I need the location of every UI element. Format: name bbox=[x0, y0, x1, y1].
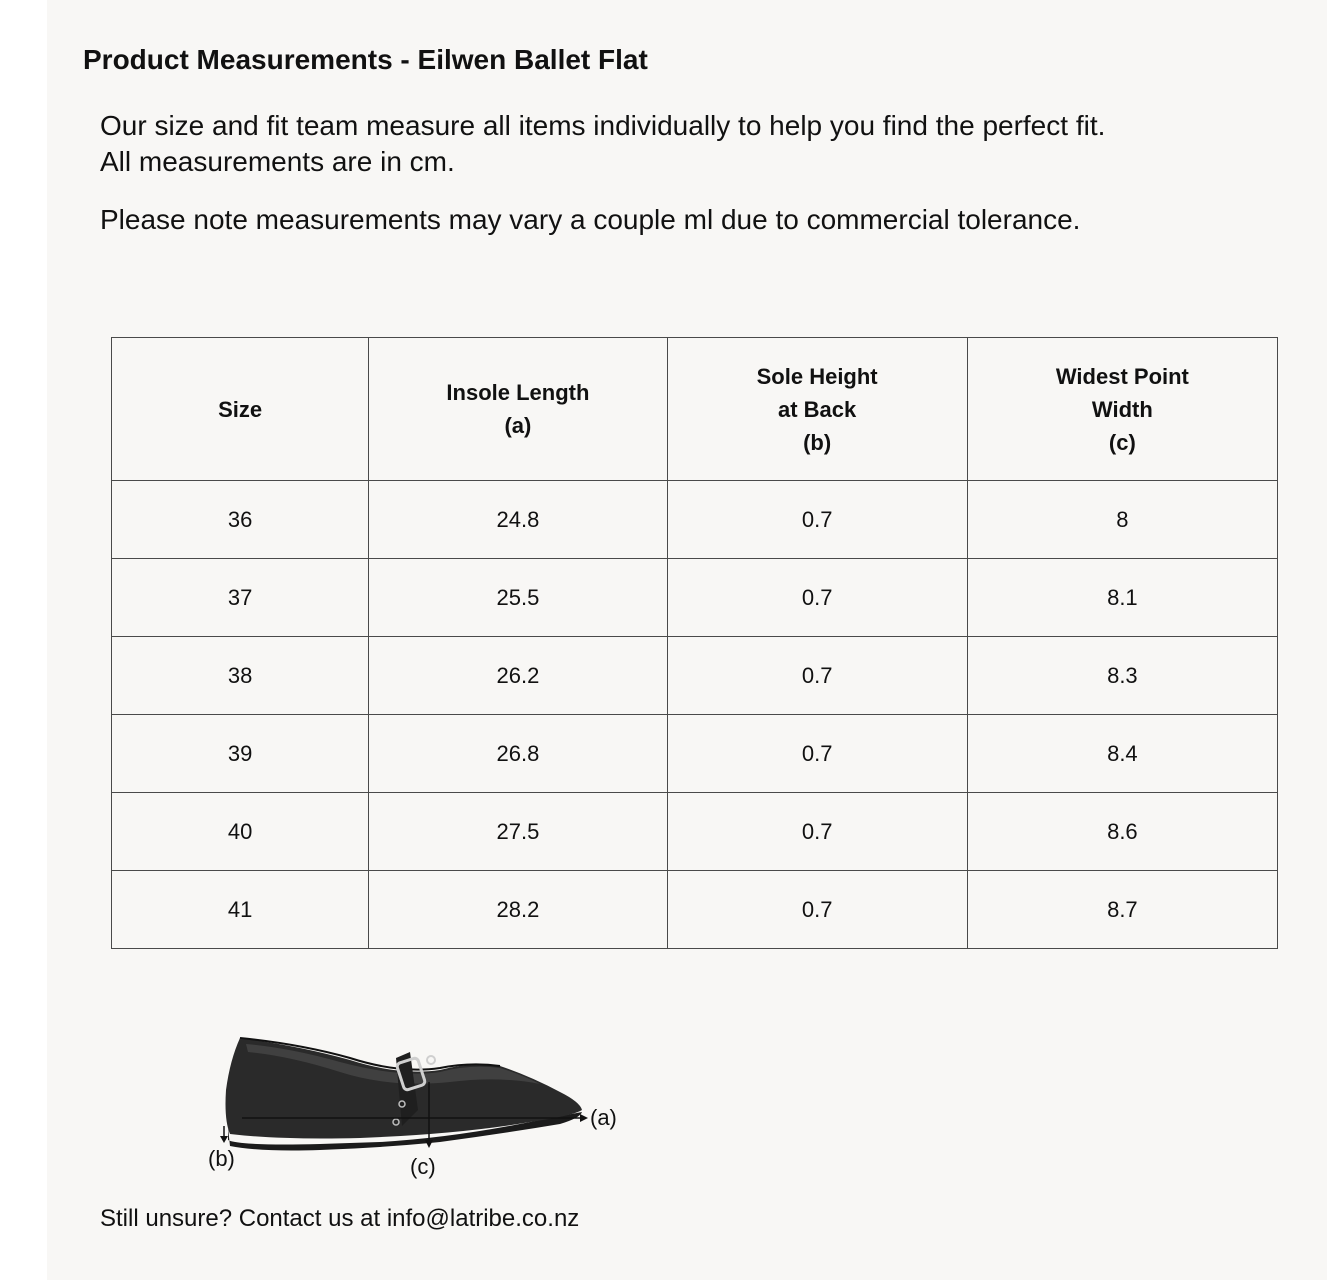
table-header-row bbox=[112, 338, 1278, 481]
table-row bbox=[112, 715, 1278, 793]
ballet-flat-image bbox=[226, 1038, 583, 1151]
header-widest-point: Widest Point Width (c) bbox=[967, 338, 1277, 481]
contact-email-link[interactable]: info@latribe.co.nz bbox=[386, 1205, 580, 1232]
cell-widest-point: 8.4 bbox=[967, 715, 1277, 793]
cell-size: 41 bbox=[112, 871, 369, 949]
cell-widest-point: 8.1 bbox=[967, 559, 1277, 637]
table-row bbox=[112, 637, 1278, 715]
label-c: (c) bbox=[410, 1154, 436, 1179]
tolerance-note: Please note measurements may vary a couple ml due to commercial tolerance. bbox=[100, 204, 1081, 235]
intro-text bbox=[100, 108, 1105, 180]
cell-insole-length: 27.5 bbox=[369, 793, 667, 871]
cell-sole-height: 0.7 bbox=[667, 715, 967, 793]
table-row bbox=[112, 481, 1278, 559]
cell-sole-height: 0.7 bbox=[667, 637, 967, 715]
cell-insole-length: 26.8 bbox=[369, 715, 667, 793]
cell-insole-length: 28.2 bbox=[369, 871, 667, 949]
page-title: Product Measurements - Eilwen Ballet Flat bbox=[83, 44, 648, 75]
footer-text: Still unsure? Contact us at bbox=[100, 1205, 387, 1232]
cell-widest-point: 8.6 bbox=[967, 793, 1277, 871]
contact-footer bbox=[100, 1205, 579, 1233]
cell-size: 36 bbox=[112, 481, 369, 559]
label-a: (a) bbox=[590, 1105, 617, 1130]
cell-sole-height: 0.7 bbox=[667, 481, 967, 559]
header-size: Size bbox=[112, 338, 369, 481]
cell-widest-point: 8.7 bbox=[967, 871, 1277, 949]
cell-size: 39 bbox=[112, 715, 369, 793]
cell-sole-height: 0.7 bbox=[667, 559, 967, 637]
measurement-table bbox=[111, 337, 1278, 949]
cell-sole-height: 0.7 bbox=[667, 871, 967, 949]
intro-line-2: All measurements are in cm. bbox=[100, 146, 455, 177]
intro-line-1: Our size and fit team measure all items individually to help you find the perfect fit. bbox=[100, 110, 1106, 141]
table-row bbox=[112, 871, 1278, 949]
table-row bbox=[112, 793, 1278, 871]
label-b: (b) bbox=[208, 1146, 235, 1171]
shoe-measurement-diagram bbox=[200, 1030, 640, 1190]
sole-height-arrow bbox=[220, 1126, 228, 1143]
table-row bbox=[112, 559, 1278, 637]
cell-widest-point: 8 bbox=[967, 481, 1277, 559]
header-insole-length: Insole Length (a) bbox=[369, 338, 667, 481]
cell-insole-length: 24.8 bbox=[369, 481, 667, 559]
cell-size: 37 bbox=[112, 559, 369, 637]
cell-insole-length: 25.5 bbox=[369, 559, 667, 637]
cell-insole-length: 26.2 bbox=[369, 637, 667, 715]
cell-sole-height: 0.7 bbox=[667, 793, 967, 871]
header-sole-height: Sole Height at Back (b) bbox=[667, 338, 967, 481]
cell-size: 40 bbox=[112, 793, 369, 871]
cell-widest-point: 8.3 bbox=[967, 637, 1277, 715]
cell-size: 38 bbox=[112, 637, 369, 715]
